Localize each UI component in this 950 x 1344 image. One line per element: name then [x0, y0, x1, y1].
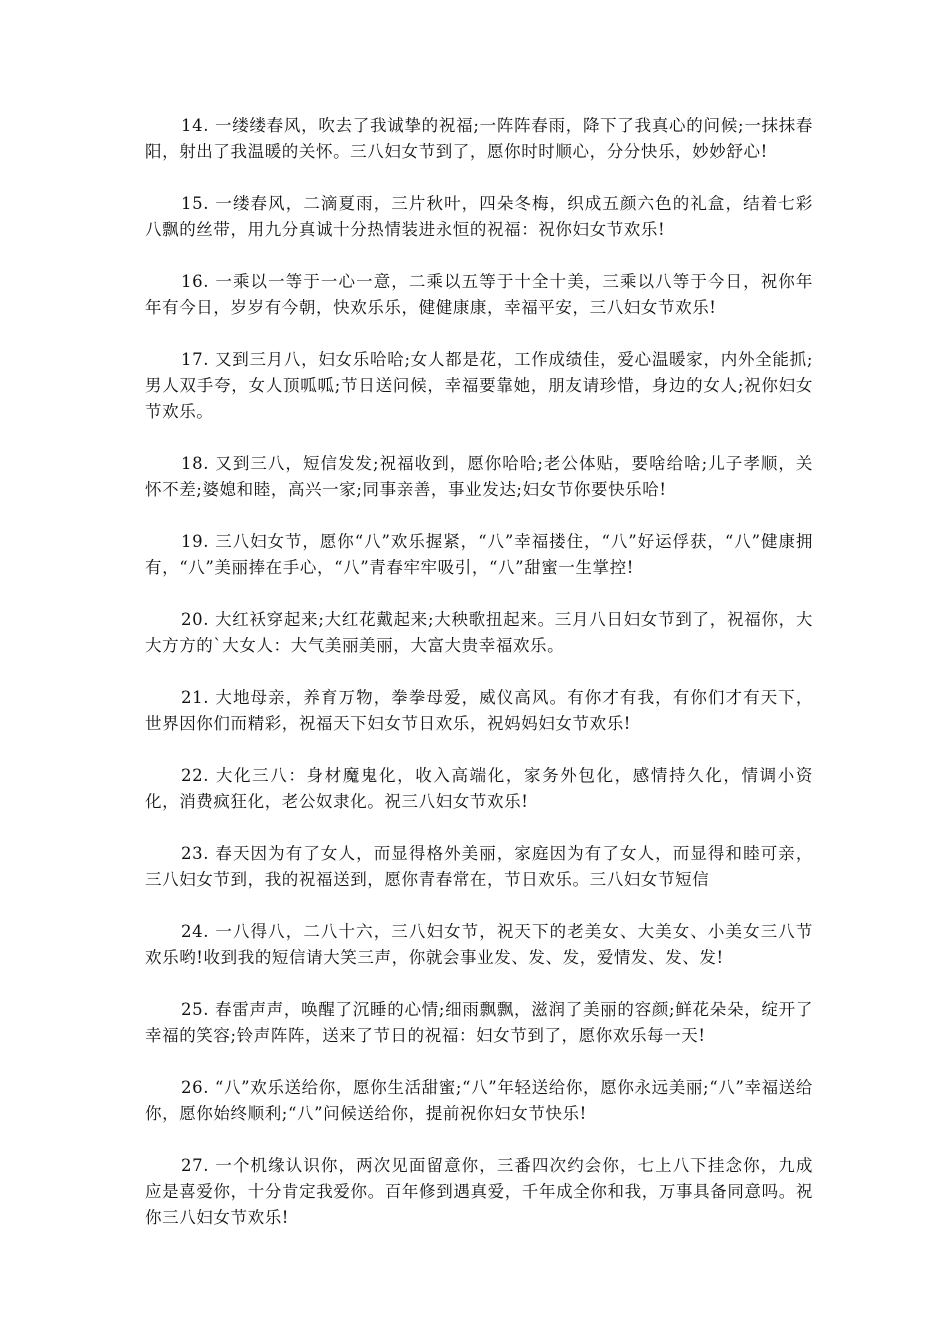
document-body: [145, 113, 813, 1257]
paragraph-27: 27. 一个机缘认识你，两次见面留意你，三番四次约会你，七上八下挂念你，九成应是喜爱你，十分肯定我爱你。百年修到遇真爱，千年成全你和我，万事具备同意吗。祝你三八妇女节欢乐!: [145, 1156, 813, 1227]
paragraph-24: 24. 一八得八，二八十六，三八妇女节，祝天下的老美女、大美女、小美女三八节欢乐哟!收到我的短信请大笑三声，你就会事业发、发、发，爱情发、发、发!: [145, 922, 813, 967]
paragraph-26: 26. “八”欢乐送给你，愿你生活甜蜜;“八”年轻送给你，愿你永远美丽;“八”幸福送给你，愿你始终顺利;“八”问候送给你，提前祝你妇女节快乐!: [145, 1078, 813, 1123]
paragraph-17: 17. 又到三月八，妇女乐哈哈;女人都是花，工作成绩佳，爱心温暖家，内外全能抓;男人双手夸，女人顶呱呱;节日送问候，幸福要靠她，朋友请珍惜，身边的女人;祝你妇女节欢乐。: [145, 350, 813, 421]
paragraph-23: 23. 春天因为有了女人，而显得格外美丽，家庭因为有了女人，而显得和睦可亲，三八妇女节到，我的祝福送到，愿你青春常在，节日欢乐。三八妇女节短信: [145, 844, 813, 889]
paragraph-22: 22. 大化三八：身材魔鬼化，收入高端化，家务外包化，感情持久化，情调小资化，消费疯狂化，老公奴隶化。祝三八妇女节欢乐!: [145, 766, 813, 811]
paragraph-15: 15. 一缕春风，二滴夏雨，三片秋叶，四朵冬梅，织成五颜六色的礼盒，结着七彩八飘的丝带，用九分真诚十分热情装进永恒的祝福：祝你妇女节欢乐!: [145, 194, 813, 239]
paragraph-14: 14. 一缕缕春风，吹去了我诚挚的祝福;一阵阵春雨，降下了我真心的问候;一抹抹春阳，射出了我温暖的关怀。三八妇女节到了，愿你时时顺心，分分快乐，妙妙舒心!: [145, 116, 813, 161]
paragraph-16: 16. 一乘以一等于一心一意，二乘以五等于十全十美，三乘以八等于今日，祝你年年有今日，岁岁有今朝，快欢乐乐，健健康康，幸福平安，三八妇女节欢乐!: [145, 272, 813, 317]
paragraph-19: 19. 三八妇女节，愿你“八”欢乐握紧，“八”幸福搂住，“八”好运俘获，“八”健康拥有，“八”美丽捧在手心，“八”青春牢牢吸引，“八”甜蜜一生掌控!: [145, 532, 813, 577]
paragraph-18: 18. 又到三八，短信发发;祝福收到，愿你哈哈;老公体贴，要啥给啥;儿子孝顺，关怀不差;婆媳和睦，高兴一家;同事亲善，事业发达;妇女节你要快乐哈!: [145, 454, 813, 499]
paragraph-20: 20. 大红袄穿起来;大红花戴起来;大秧歌扭起来。三月八日妇女节到了，祝福你，大大方方的`大女人：大气美丽美丽，大富大贵幸福欢乐。: [145, 610, 813, 655]
paragraph-25: 25. 春雷声声，唤醒了沉睡的心情;细雨飘飘，滋润了美丽的容颜;鲜花朵朵，绽开了幸福的笑容;铃声阵阵，送来了节日的祝福：妇女节到了，愿你欢乐每一天!: [145, 1000, 813, 1045]
paragraph-21: 21. 大地母亲，养育万物，拳拳母爱，威仪高风。有你才有我，有你们才有天下，世界因你们而精彩，祝福天下妇女节日欢乐，祝妈妈妇女节欢乐!: [145, 688, 813, 733]
